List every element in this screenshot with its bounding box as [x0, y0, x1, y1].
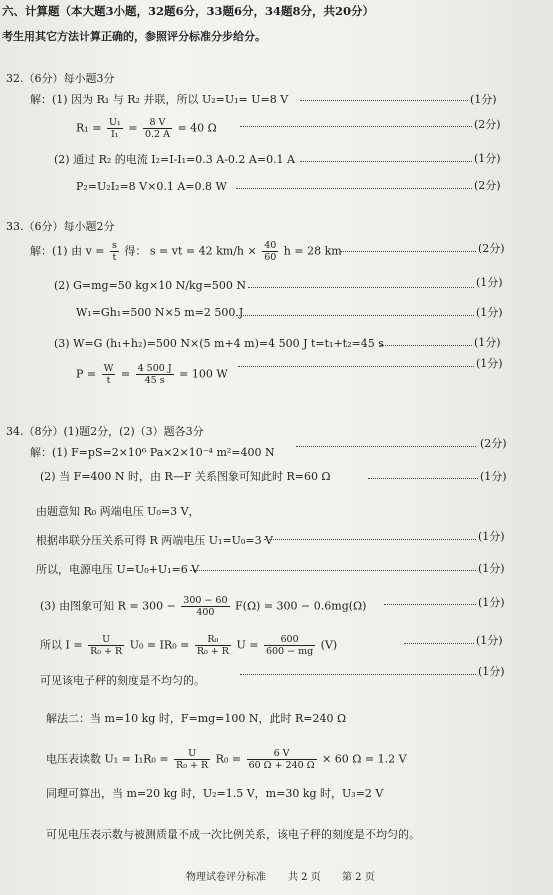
footer-title: 物理试卷评分标准 — [186, 872, 266, 883]
numerator: 40 — [264, 240, 277, 251]
fraction — [143, 117, 172, 140]
q34-line3: 由题意知 R₀ 两端电压 U₀=3 V， — [36, 505, 200, 518]
numerator: U — [88, 634, 124, 646]
score-label: (2分) — [474, 179, 501, 192]
q34-header: 34.（8分）(1)题2分，(2)（3）题各3分 — [6, 425, 204, 438]
leader-dots — [296, 446, 476, 447]
score-label: (2分) — [478, 242, 505, 255]
numerator: U₁ — [108, 117, 121, 128]
leader-dots — [300, 100, 468, 101]
score-label: (1分) — [476, 306, 503, 319]
formula-text: = 40 Ω — [177, 121, 217, 135]
formula-text: U = — [236, 638, 259, 652]
formula-text: F(Ω) = 300 − 0.6mg(Ω) — [235, 599, 367, 613]
leader-dots — [240, 126, 472, 127]
fraction — [181, 595, 229, 618]
fraction — [102, 363, 116, 386]
q34-line11: 同理可算出，当 m=20 kg 时，U₂=1.5 V，m=30 kg 时，U₃=2 V — [46, 787, 384, 800]
q34-line5: 所以，电源电压 U=U₀+U₁=6 V — [36, 563, 200, 576]
fraction — [174, 748, 210, 771]
q32-line3: (2) 通过 R₂ 的电流 I₂=I-I₁=0.3 A-0.2 A=0.1 A — [54, 153, 296, 166]
fraction — [136, 363, 174, 386]
score-label: (2分) — [474, 118, 501, 131]
leader-dots — [240, 674, 476, 675]
formula-text: U₀ = IR₀ = — [129, 638, 190, 652]
q33-line2: (2) G=mg=50 kg×10 N/kg=500 N — [54, 279, 247, 292]
q32-line2 — [76, 117, 217, 140]
formula-text: P = — [76, 367, 97, 381]
q32-header: 32.（6分）每小题3分 — [6, 72, 115, 85]
formula-text: 解：(1) 由 v = — [30, 244, 105, 258]
q33-line5 — [76, 363, 228, 386]
denominator: t — [106, 375, 111, 386]
denominator: I₁ — [111, 129, 119, 140]
fraction — [107, 117, 123, 140]
numerator: s — [112, 240, 117, 251]
leader-dots — [190, 570, 476, 571]
formula-text: = — [128, 121, 138, 135]
leader-dots — [384, 604, 476, 605]
q33-line3: W₁=Gh₁=500 N×5 m=2 500 J — [76, 306, 244, 319]
numerator: R₀ — [195, 634, 231, 646]
q34-line6 — [40, 595, 366, 618]
formula-text: 所以 I = — [40, 638, 83, 652]
q33-line1 — [30, 240, 342, 263]
q33-header: 33.（6分）每小题2分 — [6, 220, 115, 233]
score-label: (1分) — [470, 93, 497, 106]
score-label: (1分) — [476, 357, 503, 370]
section-heading: 六、计算题（本大题3小题，32题6分，33题6分，34题8分，共20分） — [2, 4, 375, 18]
denominator: R₀ + R — [90, 646, 123, 657]
q33-line4: (3) W=G (h₁+h₂)=500 N×(5 m+4 m)=4 500 J t=t₁+t₂=45 s — [54, 337, 384, 350]
q34-line8: 可见该电子秤的刻度是不均匀的。 — [40, 674, 205, 687]
leader-dots — [238, 366, 474, 367]
footer-total-pages: 共 2 页 — [288, 872, 321, 883]
numerator: 600 — [264, 634, 315, 646]
fraction — [247, 748, 317, 771]
formula-text: × 60 Ω = 1.2 V — [322, 752, 407, 766]
denominator: 60 Ω + 240 Ω — [248, 760, 315, 771]
score-label: (2分) — [480, 437, 507, 450]
formula-text: (V) — [320, 638, 338, 652]
formula-text: 得： s = vt = 42 km/h × — [124, 244, 257, 258]
fraction — [110, 240, 119, 263]
formula-text: 电压表读数 U₁ = I₁R₀ = — [46, 752, 169, 766]
denominator: R₀ + R — [196, 646, 229, 657]
leader-dots — [368, 478, 478, 479]
fraction — [195, 634, 231, 657]
q34-line2: (2) 当 F=400 N 时，由 R—F 关系图象可知此时 R=60 Ω — [40, 470, 331, 483]
q34-line1: 解：(1) F=pS=2×10⁶ Pa×2×10⁻⁴ m²=400 N — [30, 446, 275, 459]
score-label: (1分) — [474, 336, 501, 349]
formula-text: R₁ = — [76, 121, 102, 135]
denominator: 0.2 A — [144, 129, 170, 140]
formula-text: h = 28 km — [283, 244, 342, 258]
score-label: (1分) — [478, 596, 505, 609]
formula-text: = — [120, 367, 131, 381]
fraction — [262, 240, 278, 263]
q32-line1: 解：(1) 因为 R₁ 与 R₂ 并联，所以 U₂=U₁= U=8 V — [30, 93, 289, 106]
numerator: 300 − 60 — [183, 595, 228, 606]
leader-dots — [380, 345, 472, 346]
leader-dots — [236, 315, 474, 316]
formula-text: (3) 由图象可知 R = 300 − — [40, 599, 176, 613]
fraction — [88, 634, 124, 657]
leader-dots — [340, 251, 476, 252]
q34-line10 — [46, 748, 407, 771]
section-note: 考生用其它方法计算正确的，参照评分标准分步给分。 — [2, 30, 266, 43]
numerator: U — [174, 748, 210, 760]
numerator: 4 500 J — [137, 363, 172, 374]
denominator: 600 − mg — [265, 646, 314, 657]
score-label: (1分) — [478, 530, 505, 543]
footer-page-number: 第 2 页 — [342, 872, 375, 883]
leader-dots — [236, 188, 472, 189]
score-label: (1分) — [480, 470, 507, 483]
score-label: (1分) — [474, 152, 501, 165]
q34-line9: 解法二：当 m=10 kg 时，F=mg=100 N，此时 R=240 Ω — [46, 712, 347, 725]
score-label: (1分) — [478, 562, 505, 575]
formula-text: = 100 W — [179, 367, 228, 381]
denominator: 400 — [196, 607, 215, 618]
numerator: W — [103, 363, 114, 374]
q34-line12: 可见电压表示数与被测质量不成一次比例关系，该电子秤的刻度是不均匀的。 — [46, 828, 420, 841]
denominator: 60 — [264, 252, 277, 263]
formula-text: R₀ = — [215, 752, 242, 766]
leader-dots — [300, 161, 472, 162]
leader-dots — [248, 287, 474, 288]
fraction — [264, 634, 315, 657]
numerator: 6 V — [247, 748, 317, 760]
leader-dots — [264, 539, 476, 540]
score-label: (1分) — [476, 634, 503, 647]
q34-line7 — [40, 634, 337, 657]
numerator: 8 V — [143, 117, 172, 129]
denominator: 45 s — [144, 375, 165, 386]
q32-line4: P₂=U₂I₂=8 V×0.1 A=0.8 W — [76, 180, 227, 193]
q34-line4: 根据串联分压关系可得 R 两端电压 U₁=U₀=3 V — [36, 534, 274, 547]
denominator: R₀ + R — [176, 760, 209, 771]
score-label: (1分) — [478, 665, 505, 678]
leader-dots — [404, 643, 474, 644]
denominator: t — [112, 252, 117, 263]
score-label: (1分) — [476, 276, 503, 289]
